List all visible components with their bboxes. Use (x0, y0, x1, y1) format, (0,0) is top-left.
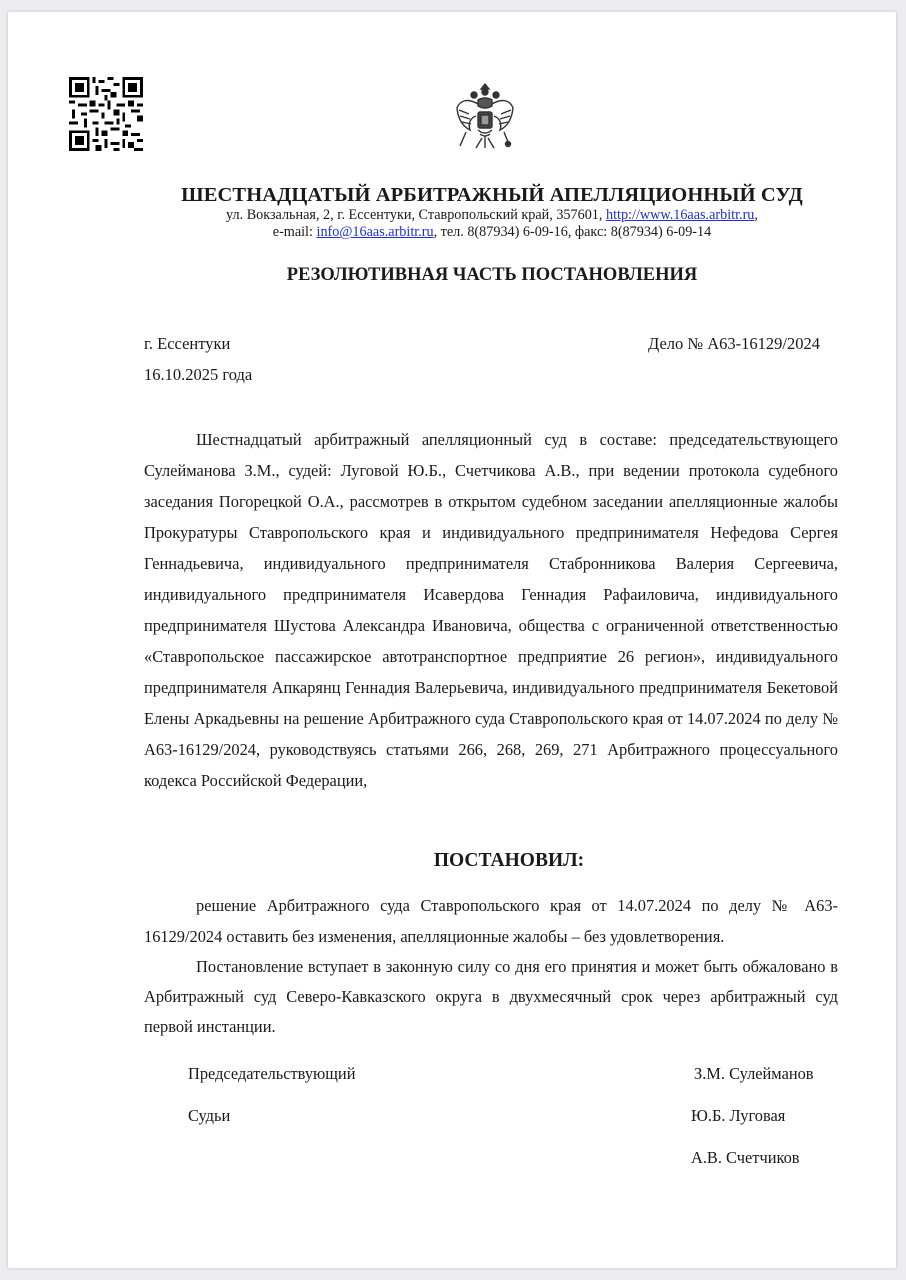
court-email-link[interactable]: info@16aas.arbitr.ru (316, 224, 434, 240)
case-number: Дело № А63-16129/2024 (647, 334, 820, 353)
presiding-label: Председательствующий (188, 1064, 356, 1083)
city: г. Ессентуки (144, 334, 231, 353)
judges-label: Судьи (188, 1106, 231, 1125)
court-website-link[interactable]: http://www.16aas.arbitr.ru (605, 207, 755, 223)
presiding-name: З.М. Сулейманов (694, 1064, 814, 1083)
email-label: e-mail: (272, 224, 317, 240)
intro-paragraph: Шестнадцатый арбитражный апелляционный суд в составе: председательствующего Сулейманова З.М., судей: Луговой Ю.Б., Счетчикова А.В., при ведении протокола судебного заседания Погорецкой О.А., рассмотрев в открытом судебном заседании апелляционные жалобы Прокуратуры Ставропольского края и индивидуального предпринимателя Нефедова Сергея Геннадьевича, индивидуального предпринимателя Стабронникова Валерия Сергеевича, индивидуального предпринимателя Исавердова Геннадия Рафаиловича, индивидуального предпринимателя Шустова Александра Ивановича, общества с ограниченной ответственностью «Ставропольское пассажирское автотранспортное предприятие 26 регион», индивидуального предпринимателя Апкарянц Геннадия Валерьевича, индивидуального предпринимателя Бекетовой Елены Аркадьевны на решение Арбитражного суда Ставропольского края от 14.07.2024 по делу № А63-16129/2024, руководствуясь статьями 266, 268, 269, 271 Арбитражного процессуального кодекса Российской Федерации, (144, 430, 838, 790)
russian-coat-of-arms-icon (454, 78, 516, 156)
document-page (8, 12, 896, 1268)
court-name: ШЕСТНАДЦАТЫЙ АРБИТРАЖНЫЙ АПЕЛЛЯЦИОННЫЙ СУД (181, 184, 803, 206)
address-suffix: , (754, 207, 758, 223)
resolved-heading: ПОСТАНОВИЛ: (433, 850, 585, 871)
court-contacts (8, 224, 906, 240)
phone-fax: , тел. 8(87934) 6-09-16, факс: 8(87934) 6-09-14 (433, 224, 712, 240)
decision-paragraph-1: решение Арбитражного суда Ставропольского края от 14.07.2024 по делу № А63-16129/2024 оставить без изменения, апелляционные жалобы – без удовлетворения. (144, 896, 838, 946)
court-address (8, 207, 906, 223)
judge-name-2: А.В. Счетчиков (691, 1148, 800, 1167)
decision-paragraph-2: Постановление вступает в законную силу со дня его принятия и может быть обжаловано в Арбитражный суд Северо-Кавказского округа в двухмесячный срок через арбитражный суд первой инстанции. (144, 957, 838, 1036)
address-text: ул. Вокзальная, 2, г. Ессентуки, Ставропольский край, 357601, (226, 207, 606, 223)
judge-name-1: Ю.Б. Луговая (691, 1106, 786, 1125)
document-title: РЕЗОЛЮТИВНАЯ ЧАСТЬ ПОСТАНОВЛЕНИЯ (286, 265, 698, 285)
qr-code-icon (69, 77, 143, 151)
document-date: 16.10.2025 года (144, 365, 253, 384)
